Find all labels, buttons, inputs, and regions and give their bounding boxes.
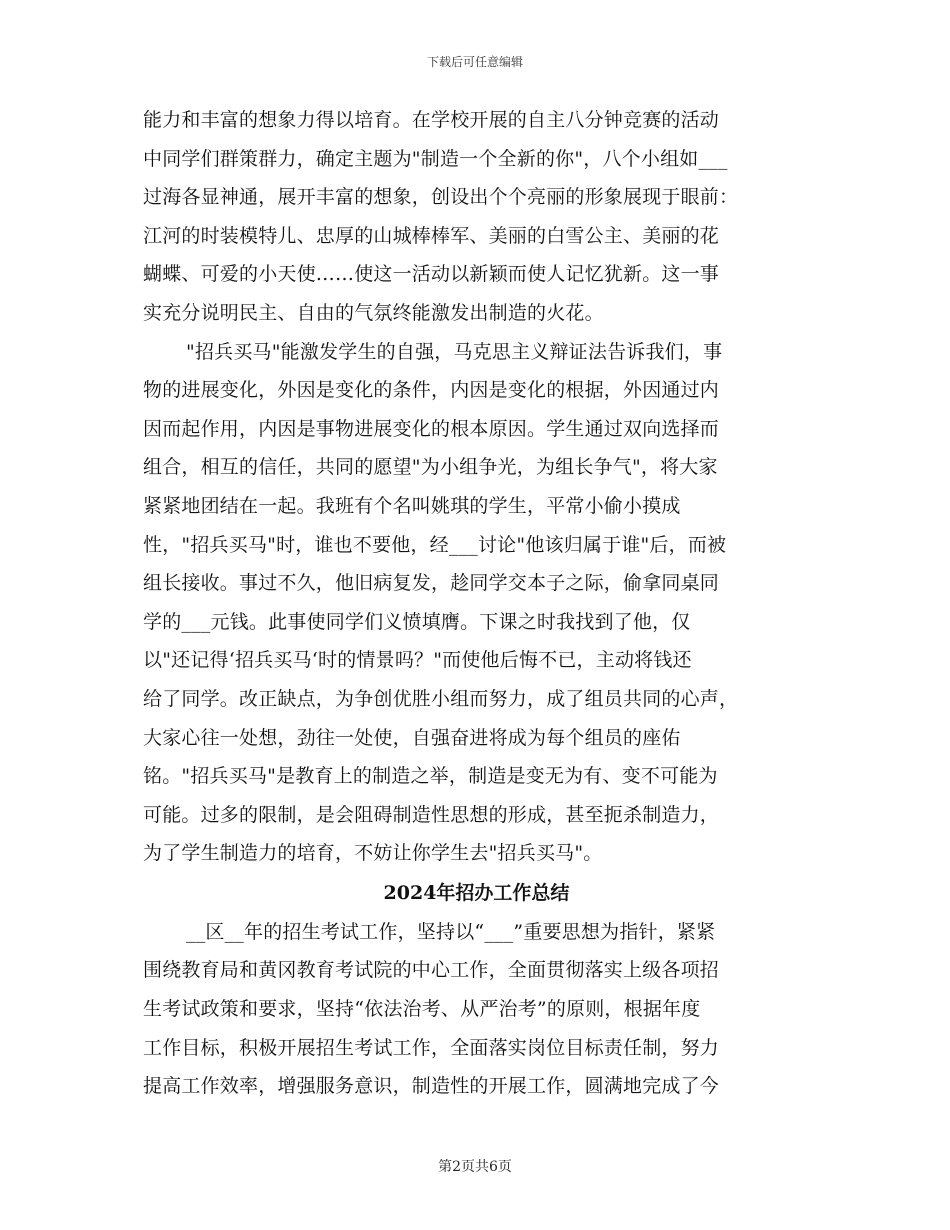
paragraph-line: 江河的时装模特儿、忠厚的山城棒棒军、美丽的白雪公主、美丽的花 xyxy=(143,224,720,247)
paragraph-line: 以"还记得‘招兵买马‘时的情景吗？"而使他后悔不已，主动将钱还 xyxy=(143,649,692,672)
paragraph-line: 学的___元钱。此事使同学们义愤填膺。下课之时我找到了他，仅 xyxy=(143,610,691,633)
paragraph-line: 性，"招兵买马"时，谁也不要他，经___讨论"他该归属于谁"后，而被 xyxy=(143,533,727,556)
paragraph-line: __区__年的招生考试工作，坚持以“___”重要思想为指针，紧紧 xyxy=(186,920,716,943)
page-footer: 第2页共6页 xyxy=(438,1159,512,1175)
paragraph-line: 物的进展变化，外因是变化的条件，内因是变化的根据，外因通过内 xyxy=(143,379,720,402)
paragraph-line: 紧紧地团结在一起。我班有个名叫姚琪的学生，平常小偷小摸成 xyxy=(143,494,681,517)
paragraph-line: 铭。"招兵买马"是教育上的制造之举，制造是变无为有、变不可能为 xyxy=(143,765,718,788)
article-title: 2024年招办工作总结 xyxy=(383,881,570,904)
paragraph-line: 为了学生制造力的培育，不妨让你学生去"招兵买马"。 xyxy=(143,842,603,865)
paragraph-line: 实充分说明民主、自由的气氛终能激发出制造的火花。 xyxy=(143,301,604,324)
paragraph-line: 因而起作用，内因是事物进展变化的根本原因。学生通过双向选择而 xyxy=(143,417,720,440)
paragraph-line: 蝴蝶、可爱的小天使……使这一活动以新颖而使人记忆犹新。这一事 xyxy=(143,263,720,286)
paragraph-line: 能力和丰富的想象力得以培育。在学校开展的自主八分钟竞赛的活动 xyxy=(143,109,720,131)
paragraph-line: "招兵买马"能激发学生的自强，马克思主义辩证法告诉我们，事 xyxy=(186,340,723,363)
paragraph-line: 过海各显神通，展开丰富的想象，创设出个个亮丽的形象展现于眼前： xyxy=(143,186,739,209)
document-body xyxy=(143,101,810,1106)
paragraph-line: 大家心往一处想，劲往一处使，自强奋进将成为每个组员的座佑 xyxy=(143,726,681,749)
paragraph-line: 提高工作效率，增强服务意识，制造性的开展工作，圆满地完成了今 xyxy=(143,1075,720,1098)
paragraph-line: 围绕教育局和黄冈教育考试院的中心工作，全面贯彻落实上级各项招 xyxy=(143,959,720,982)
page-header: 下载后可任意编辑 xyxy=(426,55,523,69)
paragraph-line: 组长接收。事过不久，他旧病复发，趁同学交本子之际，偷拿同桌同 xyxy=(143,572,720,595)
paragraph-line: 生考试政策和要求，坚持“依法治考、从严治考”的原则，根据年度 xyxy=(143,998,701,1021)
paragraph-line: 给了同学。改正缺点，为争创优胜小组而努力，成了组员共同的心声， xyxy=(143,687,739,710)
paragraph-line: 中同学们群策群力，确定主题为"制造一个全新的你"，八个小组如___ xyxy=(143,147,728,170)
paragraph-line: 组合，相互的信任，共同的愿望"为小组争光，为组长争气"，将大家 xyxy=(143,456,718,479)
paragraph-line: 可能。过多的限制，是会阻碍制造性思想的形成，甚至扼杀制造力， xyxy=(143,803,720,826)
paragraph-line: 工作目标，积极开展招生考试工作，全面落实岗位目标责任制，努力 xyxy=(143,1036,720,1059)
